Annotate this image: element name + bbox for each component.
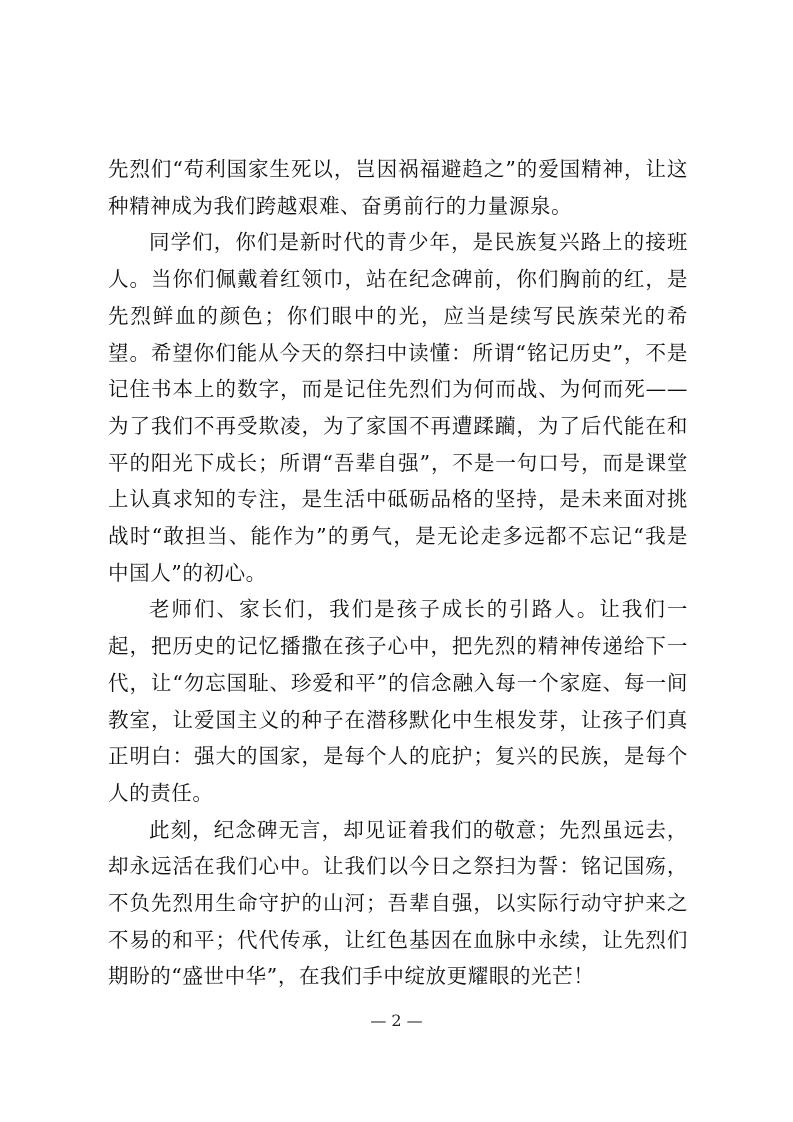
- page-number: — 2 —: [370, 1011, 423, 1030]
- paragraph-students: 同学们，你们是新时代的青少年，是民族复兴路上的接班人。当你们佩戴着红领巾，站在纪念碑前，你们胸前的红，是先烈鲜血的颜色；你们眼中的光，应当是续写民族荣光的希望。希望你们能从今天的祭扫中读懂：所谓“铭记历史”，不是记住书本上的数字，而是记住先烈们为何而战、为何而死——为了我们不再受欺凌，为了家国不再遭蹂躏，为了后代能在和平的阳光下成长；所谓“吾辈自强”，不是一句口号，而是课堂上认真求知的专注，是生活中砥砺品格的坚持，是未来面对挑战时“敢担当、能作为”的勇气，是无论走多远都不忘记“我是中国人”的初心。: [108, 230, 688, 585]
- paragraph-continuation: 先烈们“苟利国家生死以，岂因祸福避趋之”的爱国精神，让这种精神成为我们跨越艰难、奋勇前行的力量源泉。: [108, 157, 688, 218]
- paragraph-closing: 此刻，纪念碑无言，却见证着我们的敬意；先烈虽远去，却永远活在我们心中。让我们以今日之祭扫为誓：铭记国殇，不负先烈用生命守护的山河；吾辈自强，以实际行动守护来之不易的和平；代代传承，让红色基因在血脉中永续，让先烈们期盼的“盛世中华”，在我们手中绽放更耀眼的光芒！: [108, 817, 688, 989]
- paragraph-teachers-parents: 老师们、家长们，我们是孩子成长的引路人。让我们一起，把历史的记忆播撒在孩子心中，把先烈的精神传递给下一代，让“勿忘国耻、珍爱和平”的信念融入每一个家庭、每一间教室，让爱国主义的种子在潜移默化中生根发芽，让孩子们真正明白：强大的国家，是每个人的庇护；复兴的民族，是每个人的责任。: [108, 597, 688, 805]
- document-body: [108, 151, 688, 995]
